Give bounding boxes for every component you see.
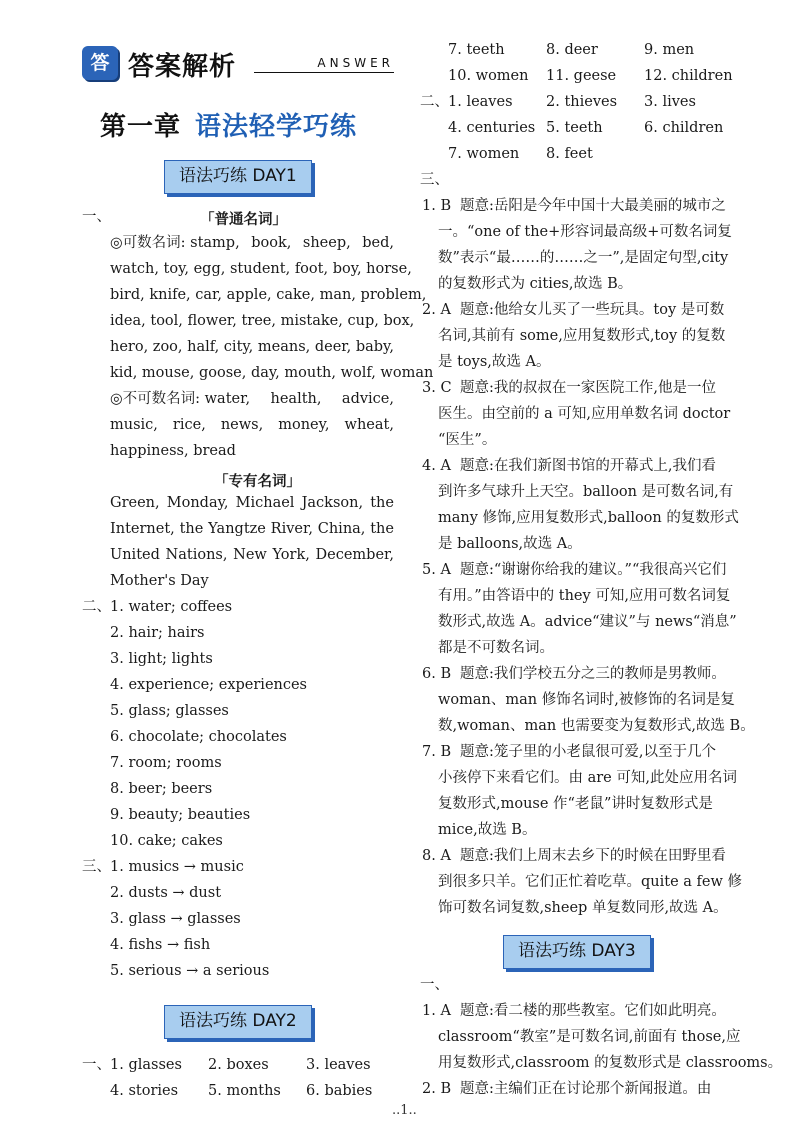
explanation-line: classroom“教室”是可数名词,前面有 those,应: [438, 1029, 741, 1045]
answer-item: 8. beer; beers: [110, 781, 213, 797]
word: New: [233, 547, 267, 563]
answer-cell: 1. glasses: [110, 1057, 182, 1073]
answer-cell: 11. geese: [546, 68, 617, 84]
word: the: [370, 521, 394, 537]
word: River,: [270, 521, 313, 537]
answer-item: 5. serious → a serious: [110, 963, 270, 979]
answer-cell: 3. lives: [644, 94, 696, 110]
explanation-line: mice,故选 B。: [438, 822, 537, 838]
explanation-line: 题意:我们上周末去乡下的时候在田野里看: [460, 848, 726, 864]
explanation-line: 是 balloons,故选 A。: [438, 536, 582, 552]
explanation-line: 数”表示“最……的……之一”,是固定句型,city: [438, 250, 729, 266]
answer-cell: 1. leaves: [448, 94, 513, 110]
word: Michael: [235, 495, 295, 511]
answer-badge-icon: 答: [82, 46, 118, 80]
question-label: 2. A: [422, 302, 451, 318]
word: book,: [251, 235, 292, 251]
answer-item: 7. room; rooms: [110, 755, 222, 771]
explanation-line: 数形式,故选 A。advice“建议”与 news“消息”: [438, 614, 737, 630]
answer-item: 4. fishs → fish: [110, 937, 211, 953]
word: music,: [110, 417, 158, 433]
answer-item: 1. musics → music: [110, 859, 244, 875]
question-label: 5. A: [422, 562, 451, 578]
question-label: 8. A: [422, 848, 451, 864]
answer-cell: 4. centuries: [448, 120, 536, 136]
explanation-line: 题意:看二楼的那些教室。它们如此明亮。: [460, 1003, 726, 1019]
word: December,: [315, 547, 394, 563]
section-mark: 一、: [82, 1057, 111, 1073]
answer-cell: 12. children: [644, 68, 733, 84]
common-noun-line: [110, 390, 394, 408]
word: Jackson,: [301, 495, 364, 511]
word: the: [370, 495, 394, 511]
explanation-line: 小孩停下来看它们。由 are 可知,此处应用名词: [438, 770, 737, 786]
explanation-line: 到许多气球升上天空。balloon 是可数名词,有: [438, 484, 734, 500]
question-label: 3. C: [422, 380, 452, 396]
word: sheep,: [302, 235, 351, 251]
word: ◎不可数名词: water,: [110, 391, 251, 407]
explanation-line: 数,woman、man 也需要变为复数形式,故选 B。: [438, 718, 755, 734]
answer-item: 3. light; lights: [110, 651, 213, 667]
explanation-line: 的复数形式为 cities,故选 B。: [438, 276, 633, 292]
section-mark: 一、: [420, 977, 449, 993]
word: York,: [272, 547, 310, 563]
word: health,: [270, 391, 322, 407]
common-noun-line: hero, zoo, half, city, means, deer, baby,: [110, 339, 394, 355]
question-label: 2. B: [422, 1081, 452, 1097]
explanation-line: 复数形式,mouse 作“老鼠”讲时复数形式是: [438, 796, 713, 812]
explanation-line: 题意:笼子里的小老鼠很可爱,以至于几个: [460, 744, 716, 760]
explanation-line: many 修饰,应用复数形式,balloon 的复数形式: [438, 510, 739, 526]
answer-item: 2. dusts → dust: [110, 885, 222, 901]
proper-noun-line: [110, 520, 394, 538]
answer-item: 9. beauty; beauties: [110, 807, 251, 823]
proper-noun-title: 「专有名词」: [214, 474, 301, 490]
explanation-line: 一。“one of the+形容词最高级+可数名词复: [438, 224, 732, 240]
explanation-line: 都是不可数名词。: [438, 640, 554, 656]
question-label: 1. B: [422, 198, 452, 214]
word: Nations,: [165, 547, 228, 563]
answer-cell: 10. women: [448, 68, 529, 84]
answer-cell: 4. stories: [110, 1083, 179, 1099]
chapter-number: 第一章: [100, 112, 182, 142]
word: Internet,: [110, 521, 175, 537]
word: United: [110, 547, 160, 563]
explanation-line: 题意:主编们正在讨论那个新闻报道。由: [460, 1081, 712, 1097]
common-noun-title: 「普通名词」: [200, 212, 287, 228]
explanation-line: 题意:在我们新图书馆的开幕式上,我们看: [460, 458, 716, 474]
section-mark: 二、: [420, 94, 449, 110]
explanation-line: 题意:“谢谢你给我的建议。”“我很高兴它们: [460, 562, 727, 578]
answer-cell: 9. men: [644, 42, 695, 58]
explanation-line: 名词,其前有 some,应用复数形式,toy 的复数: [438, 328, 726, 344]
common-noun-line: idea, tool, flower, tree, mistake, cup, box,: [110, 313, 415, 329]
page-number: ..1..: [392, 1103, 417, 1118]
answer-item: 3. glass → glasses: [110, 911, 241, 927]
word: China,: [317, 521, 366, 537]
answer-cell: 2. thieves: [546, 94, 618, 110]
day3-badge: 语法巧练 DAY3: [503, 935, 651, 969]
common-noun-line: [110, 416, 394, 434]
question-label: 7. B: [422, 744, 452, 760]
header-answer-label: ANSWER: [254, 56, 394, 73]
answer-cell: 5. teeth: [546, 120, 603, 136]
section-mark: 一、: [82, 209, 111, 225]
proper-noun-line: [110, 546, 394, 564]
word: Yangtze: [208, 521, 266, 537]
proper-noun-line: [110, 494, 394, 512]
common-noun-line: [110, 234, 394, 252]
common-noun-line: watch, toy, egg, student, foot, boy, horse,: [110, 261, 412, 277]
explanation-line: woman、man 修饰名词时,被修饰的名词是复: [438, 692, 735, 708]
explanation-line: 医生。由空前的 a 可知,应用单数名词 doctor: [438, 406, 731, 422]
common-noun-line: bird, knife, car, apple, cake, man, problem,: [110, 287, 427, 303]
answer-item: 6. chocolate; chocolates: [110, 729, 287, 745]
answer-cell: 3. leaves: [306, 1057, 371, 1073]
explanation-line: 到很多只羊。它们正忙着吃草。quite a few 修: [438, 874, 742, 890]
answer-item: 1. water; coffees: [110, 599, 233, 615]
answer-cell: 8. deer: [546, 42, 598, 58]
question-label: 1. A: [422, 1003, 451, 1019]
answer-header: [82, 44, 394, 84]
word: advice,: [341, 391, 394, 407]
chapter-title: [100, 106, 357, 143]
answer-item: 10. cake; cakes: [110, 833, 223, 849]
explanation-line: 饰可数名词复数,sheep 单复数同形,故选 A。: [438, 900, 728, 916]
explanation-line: 用复数形式,classroom 的复数形式是 classrooms。: [438, 1055, 783, 1071]
word: bed,: [362, 235, 394, 251]
answer-cell: 6. babies: [306, 1083, 373, 1099]
answer-item: 2. hair; hairs: [110, 625, 205, 641]
answer-cell: 5. months: [208, 1083, 281, 1099]
explanation-line: 题意:岳阳是今年中国十大最美丽的城市之: [460, 198, 726, 214]
question-label: 4. A: [422, 458, 451, 474]
explanation-line: 是 toys,故选 A。: [438, 354, 551, 370]
word: wheat,: [344, 417, 394, 433]
explanation-line: 有用。”由答语中的 they 可知,应用可数名词复: [438, 588, 731, 604]
section-mark: 三、: [420, 172, 449, 188]
explanation-line: “医生”。: [438, 432, 497, 448]
answer-cell: 2. boxes: [208, 1057, 269, 1073]
header-title: 答案解析: [128, 52, 237, 82]
explanation-line: 题意:我的叔叔在一家医院工作,他是一位: [460, 380, 716, 396]
word: money,: [278, 417, 330, 433]
day1-badge: 语法巧练 DAY1: [164, 160, 312, 194]
explanation-line: 题意:我们学校五分之三的教师是男教师。: [460, 666, 726, 682]
proper-noun-line: Mother's Day: [110, 573, 209, 589]
word: news,: [220, 417, 264, 433]
day2-badge: 语法巧练 DAY2: [164, 1005, 312, 1039]
question-label: 6. B: [422, 666, 452, 682]
common-noun-line: happiness, bread: [110, 443, 236, 459]
answer-item: 4. experience; experiences: [110, 677, 308, 693]
answer-item: 5. glass; glasses: [110, 703, 229, 719]
word: Green,: [110, 495, 160, 511]
answer-cell: 8. feet: [546, 146, 593, 162]
explanation-line: 题意:他给女儿买了一些玩具。toy 是可数: [460, 302, 725, 318]
chapter-name: 语法轻学巧练: [195, 112, 358, 142]
word: rice,: [172, 417, 206, 433]
answer-cell: 7. teeth: [448, 42, 505, 58]
answer-cell: 6. children: [644, 120, 724, 136]
word: the: [179, 521, 204, 537]
common-noun-line: kid, mouse, goose, day, mouth, wolf, woman: [110, 365, 434, 381]
section-mark: 二、: [82, 599, 111, 615]
section-mark: 三、: [82, 859, 111, 875]
word: Monday,: [166, 495, 229, 511]
word: ◎可数名词: stamp,: [110, 235, 240, 251]
answer-cell: 7. women: [448, 146, 520, 162]
